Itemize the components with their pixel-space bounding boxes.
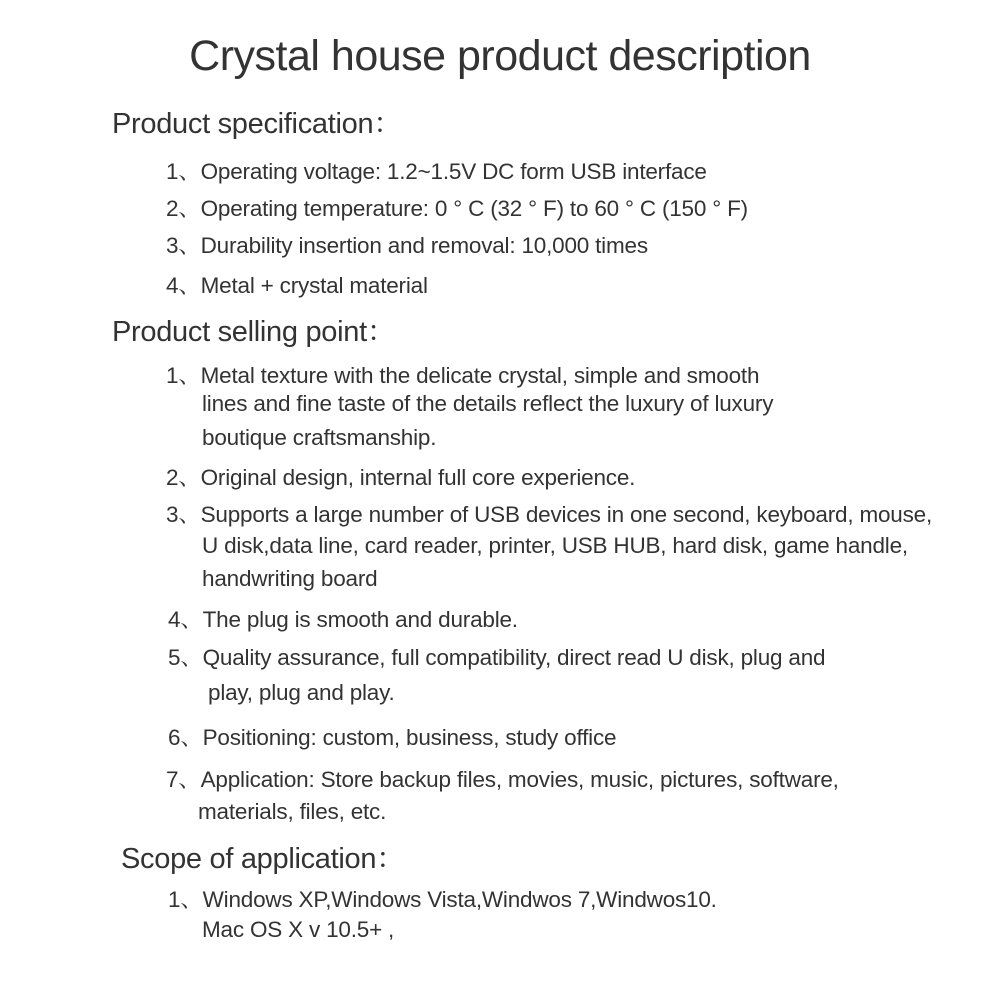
spec-item-4: 4、Metal + crystal material (166, 273, 428, 298)
section-heading-scope: Scope of application： (121, 843, 405, 875)
selling-item-1-line-3: boutique craftsmanship. (202, 425, 437, 450)
selling-item-3-line-3: handwriting board (202, 566, 378, 591)
selling-item-7-line-2: materials, files, etc. (198, 799, 387, 824)
scope-item-1-line-2: Mac OS X v 10.5+ , (202, 917, 395, 942)
selling-item-4: 4、The plug is smooth and durable. (168, 607, 518, 632)
scope-item-1-line-1: 1、Windows XP,Windows Vista,Windwos 7,Windwos10. (168, 887, 717, 912)
selling-item-1-line-1: 1、Metal texture with the delicate crystal, simple and smooth (166, 363, 760, 388)
selling-item-6: 6、Positioning: custom, business, study office (168, 725, 617, 750)
selling-item-1-line-2: lines and fine taste of the details reflect the luxury of luxury (202, 391, 774, 416)
selling-item-5-line-2: play, plug and play. (208, 680, 395, 705)
selling-item-3-line-1: 3、Supports a large number of USB devices in one second, keyboard, mouse, (166, 502, 933, 527)
selling-item-7-line-1: 7、Application: Store backup files, movies, music, pictures, software, (166, 767, 839, 792)
selling-item-3-line-2: U disk,data line, card reader, printer, USB HUB, hard disk, game handle, (202, 533, 908, 558)
spec-item-2: 2、Operating temperature: 0 ° C (32 ° F) to 60 ° C (150 ° F) (166, 196, 748, 221)
selling-item-2: 2、Original design, internal full core experience. (166, 465, 636, 490)
section-heading-specification: Product specification： (112, 108, 402, 140)
spec-item-3: 3、Durability insertion and removal: 10,000 times (166, 233, 648, 258)
section-heading-selling-point: Product selling point： (112, 316, 396, 348)
spec-item-1: 1、Operating voltage: 1.2~1.5V DC form USB interface (166, 159, 707, 184)
page-title: Crystal house product description (189, 32, 811, 80)
selling-item-5-line-1: 5、Quality assurance, full compatibility, direct read U disk, plug and (168, 645, 826, 670)
